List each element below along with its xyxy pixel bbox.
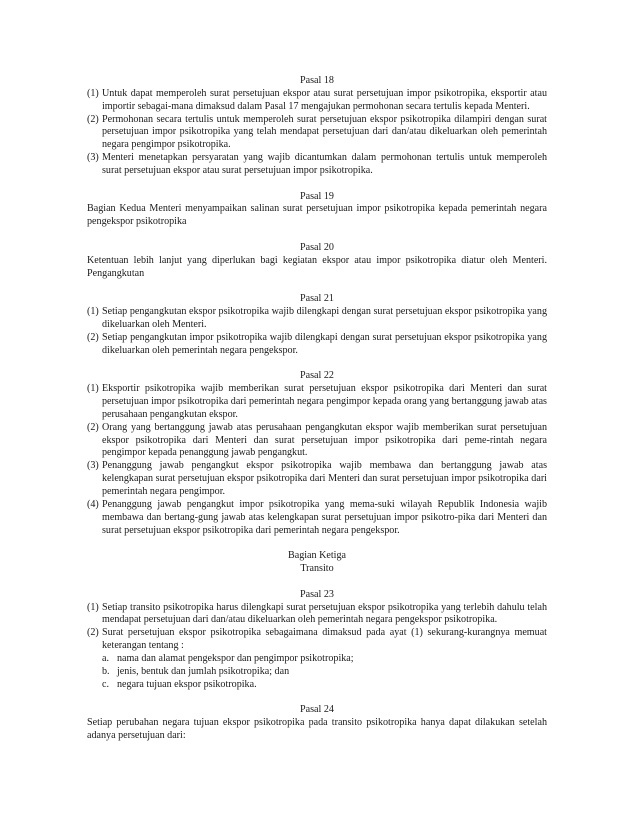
pasal-23-subitem-c (87, 679, 547, 692)
pasal-22-item-1 (87, 383, 547, 422)
item-text: Eksportir psikotropika wajib memberikan surat persetujuan ekspor psikotropika dari Menteri dan surat persetujuan impor psikotropika dari pemerintah negara pengimpor kepada orang yang bertanggung jawab atas perusahaan pengangkutan ekspor. (102, 383, 547, 420)
subitem-text: nama dan alamat pengekspor dan pengimpor psikotropika; (117, 652, 354, 664)
document-page (87, 75, 547, 743)
subitem-letter: c. (102, 678, 110, 690)
item-text: Menteri menetapkan persyaratan yang wajib dicantumkan dalam permohonan tertulis untuk memperoleh surat persetujuan ekspor atau surat persetujuan impor psikotropika. (102, 152, 547, 176)
item-text: Setiap pengangkutan impor psikotropika wajib dilengkapi dengan surat persetujuan ekspor psikotropika yang dikeluarkan oleh pemerintah negara pengekspor. (102, 331, 547, 356)
item-text: Untuk dapat memperoleh surat persetujuan ekspor atau surat persetujuan impor psikotropika, eksportir atau importir sebagai-mana dimaksud dalam Pasal 17 mengajukan permohonan secara tertulis kepada Menteri. (102, 87, 547, 112)
item-text: Permohonan secara tertulis untuk memperoleh surat persetujuan ekspor psikotropika dilampiri dengan surat persetujuan impor psikotropika yang telah mendapat persetujuan dari dan/atau dikeluarkan oleh pemerintah negara pengimpor psikotropika. (102, 113, 547, 151)
item-number: (1) (87, 306, 99, 318)
pasal-24-title: Pasal 24 (300, 704, 334, 716)
pasal-23-subitem-b (87, 666, 547, 679)
pasal-24-text: Setiap perubahan negara tujuan ekspor psikotropika pada transito psikotropika hanya dapat dilakukan setelah adanya persetujuan dari: (87, 717, 547, 742)
pasal-22-title: Pasal 22 (300, 370, 334, 382)
item-number: (3) (87, 152, 99, 164)
pasal-23-subitem-a (87, 653, 547, 666)
pasal-19-text: Bagian Kedua Menteri menyampaikan salinan surat persetujuan impor psikotropika kepada pemerintah negara pengekspor psikotropika (87, 203, 547, 228)
item-number: (1) (87, 383, 99, 395)
item-number: (1) (87, 87, 99, 99)
pasal-18-title: Pasal 18 (300, 75, 334, 86)
item-text: Orang yang bertanggung jawab atas perusahaan pengangkutan ekspor wajib memberikan surat persetujuan ekspor psikotropika dari Menteri dan surat persetujuan impor psikotropika dari peme-rintah negara pengimpor kepada penanggung jawab pengangkut. (102, 421, 547, 459)
pasal-22-item-3 (87, 460, 547, 499)
subitem-letter: b. (102, 665, 110, 677)
pasal-18-item-3 (87, 152, 547, 178)
bagian-ketiga-subtitle: Transito (300, 563, 334, 575)
item-number: (4) (87, 498, 99, 510)
pasal-20-text: Ketentuan lebih lanjut yang diperlukan bagi kegiatan ekspor atau impor psikotropika diatur oleh Menteri. Pengangkutan (87, 254, 547, 279)
subitem-text: negara tujuan ekspor psikotropika. (117, 678, 257, 690)
item-number: (2) (87, 627, 99, 639)
pasal-23-item-2 (87, 627, 547, 653)
item-number: (2) (87, 421, 99, 433)
pasal-22-item-4 (87, 499, 547, 538)
pasal-18-item-2 (87, 114, 547, 153)
pasal-23-item-1 (87, 602, 547, 628)
item-text: Penanggung jawab pengangkut impor psikotropika yang mema-suki wilayah Republik Indonesia wajib membawa dan bertang-gung jawab atas kelengkapan surat persetujuan impor psikotro-pika dari Menteri dan surat persetujuan ekspor psikotropika dari pemerintah negara pengekspor. (102, 498, 547, 536)
item-number: (3) (87, 460, 99, 472)
pasal-23-title: Pasal 23 (300, 588, 334, 600)
item-number: (2) (87, 113, 99, 125)
item-text: Setiap transito psikotropika harus dilengkapi surat persetujuan ekspor psikotropika yang terlebih dahulu telah mendapat persetujuan dari dan/atau dikeluarkan oleh pemerintah negara pengekspor psikotropika. (102, 601, 547, 626)
bagian-ketiga-title: Bagian Ketiga (287, 550, 347, 562)
item-text: Surat persetujuan ekspor psikotropika sebagaimana dimaksud pada ayat (1) sekurang-kurangnya memuat keterangan tentang : (102, 627, 547, 652)
pasal-22-item-2 (87, 422, 547, 461)
pasal-19-title: Pasal 19 (300, 190, 334, 202)
item-number: (1) (87, 601, 99, 613)
pasal-21-item-1 (87, 306, 547, 332)
pasal-21-title: Pasal 21 (300, 293, 334, 305)
item-number: (2) (87, 331, 99, 343)
pasal-21-item-2 (87, 332, 547, 358)
item-text: Setiap pengangkutan ekspor psikotropika wajib dilengkapi dengan surat persetujuan ekspor psikotropika yang dikeluarkan oleh Menteri. (102, 306, 547, 331)
subitem-letter: a. (102, 652, 110, 664)
item-text: Penanggung jawab pengangkut ekspor psikotropika wajib membawa dan bertanggung jawab atas kelengkapan surat persetujuan ekspor psikotropika dari Menteri dan surat persetujuan impor psikotropika dari pemerintah negara pengimpor. (102, 460, 547, 497)
pasal-20-title: Pasal 20 (300, 241, 334, 253)
pasal-18-item-1 (87, 88, 547, 114)
subitem-text: jenis, bentuk dan jumlah psikotropika; dan (117, 665, 290, 677)
